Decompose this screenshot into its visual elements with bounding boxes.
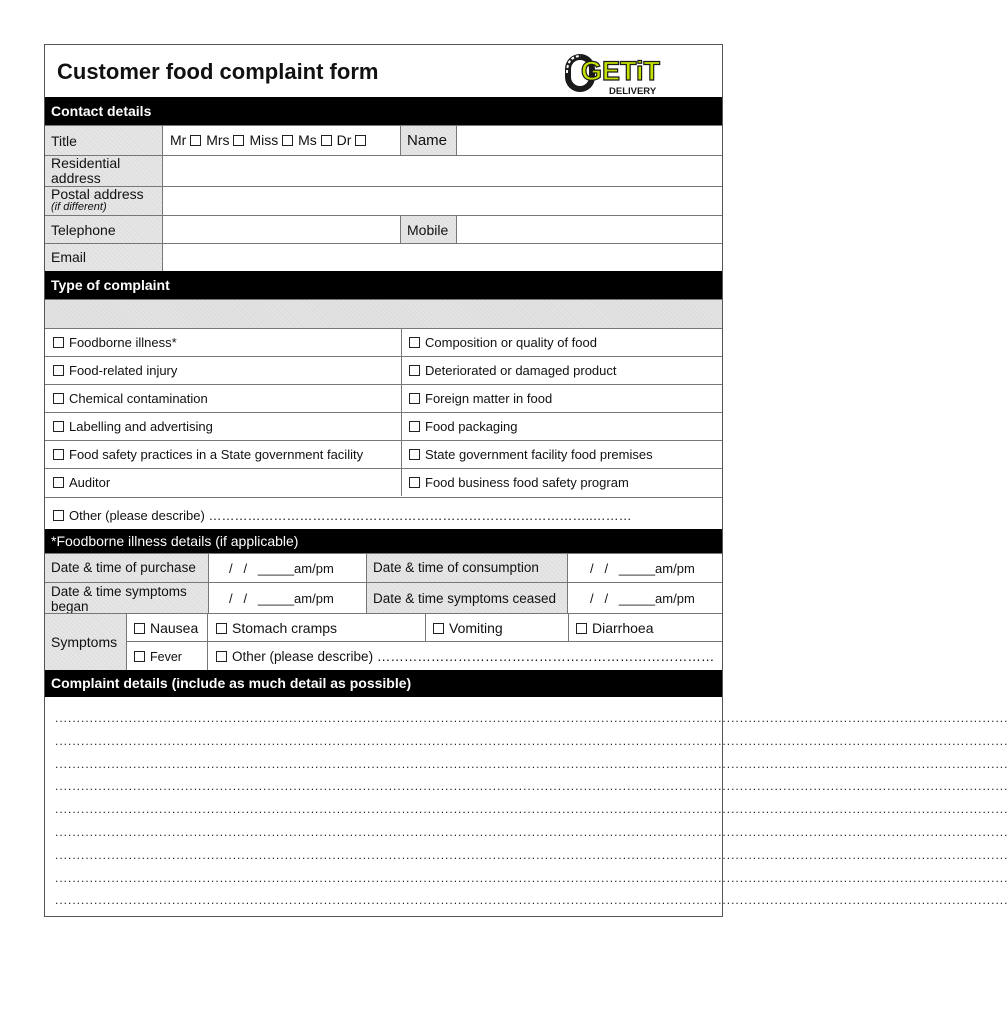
symptom-nausea[interactable]: Nausea (127, 614, 207, 641)
email-row (45, 243, 722, 271)
checkbox-icon (355, 135, 366, 146)
checkbox-icon (134, 623, 145, 634)
checkbox-icon (53, 510, 64, 521)
symptoms-ceased-field[interactable]: / / _____am/pm (567, 583, 722, 613)
complaint-detail-line[interactable]: ............................................................................................................................................................................................................................ (55, 779, 1008, 794)
telephone-label: Telephone (51, 222, 116, 238)
logo-wordmark: GETiT (581, 56, 661, 86)
postal-field[interactable] (162, 187, 722, 215)
form-header (45, 45, 722, 97)
checkbox-icon (321, 135, 332, 146)
complaint-type-heading: Type of complaint (45, 271, 722, 299)
checkbox-icon (190, 135, 201, 146)
complaint-option-right[interactable]: Food packaging (401, 413, 722, 440)
complaint-detail-line[interactable]: ............................................................................................................................................................................................................................ (55, 802, 1008, 817)
illness-heading: *Foodborne illness details (if applicable) (45, 529, 722, 553)
checkbox-icon (53, 477, 64, 488)
complaint-detail-line[interactable]: ............................................................................................................................................................................................................................ (55, 870, 1008, 885)
checkbox-icon (409, 337, 420, 348)
checkbox-icon (233, 135, 244, 146)
complaint-detail-line[interactable]: ............................................................................................................................................................................................................................ (55, 847, 1008, 862)
symptoms-ceased-label: Date & time symptoms ceased (373, 591, 557, 606)
complaint-option-left[interactable]: Food-related injury (45, 357, 401, 384)
residential-field[interactable] (162, 156, 722, 186)
complaint-option-left[interactable]: Labelling and advertising (45, 413, 401, 440)
symptoms-dates-row (45, 582, 722, 613)
title-ms[interactable]: Ms (298, 132, 337, 148)
symptom-stomach-cramps[interactable]: Stomach cramps (207, 614, 425, 641)
complaint-option-left[interactable]: Auditor (45, 469, 401, 496)
checkbox-icon (53, 449, 64, 460)
title-row (45, 125, 722, 155)
symptoms-label: Symptoms (51, 634, 118, 650)
complaint-option-left[interactable]: Food safety practices in a State government facility (45, 441, 401, 468)
telephone-row (45, 215, 722, 243)
mobile-field[interactable] (456, 216, 722, 243)
symptom-diarrhoea[interactable]: Diarrhoea (568, 614, 723, 641)
complaint-option-right[interactable]: Food business food safety program (401, 469, 722, 496)
complaint-detail-line[interactable]: ............................................................................................................................................................................................................................ (55, 825, 1008, 839)
logo-subtitle: DELIVERY (609, 86, 657, 97)
residential-label: Residential address (51, 155, 121, 186)
title-miss[interactable]: Miss (249, 132, 298, 148)
checkbox-icon (576, 623, 587, 634)
checkbox-icon (409, 477, 420, 488)
complaint-option-right[interactable]: Foreign matter in food (401, 385, 722, 412)
complaint-type-row (45, 412, 722, 440)
residential-row (45, 155, 722, 186)
checkbox-icon (53, 365, 64, 376)
checkbox-icon (409, 421, 420, 432)
name-field[interactable] (456, 126, 722, 155)
complaint-details-heading: Complaint details (include as much detail as possible) (45, 670, 722, 697)
complaint-option-right[interactable]: Composition or quality of food (401, 329, 722, 356)
complaint-option-left[interactable]: Chemical contamination (45, 385, 401, 412)
checkbox-icon (53, 393, 64, 404)
checkbox-icon (409, 365, 420, 376)
complaint-type-row (45, 328, 722, 356)
symptom-vomiting[interactable]: Vomiting (425, 614, 568, 641)
postal-note: (if different) (51, 201, 107, 213)
symptoms-began-field[interactable]: / / _____am/pm (208, 583, 366, 613)
complaint-form (44, 44, 1008, 917)
complaint-type-row (45, 384, 722, 412)
complaint-detail-line[interactable]: ............................................................................................................................................................................................................................ (55, 756, 1008, 771)
title-options (162, 126, 400, 155)
symptoms-row (45, 613, 722, 670)
title-dr[interactable]: Dr (337, 132, 372, 148)
mobile-label: Mobile (407, 222, 449, 238)
name-label: Name (407, 132, 448, 149)
symptoms-began-label: Date & time symptoms began (51, 584, 187, 614)
complaint-other-option[interactable]: Other (please describe) ……………………………………………………………………………..……… (53, 508, 632, 523)
complaint-type-spacer (45, 299, 722, 328)
form-title: Customer food complaint form (57, 59, 379, 84)
title-mr[interactable]: Mr (170, 132, 206, 148)
complaint-option-right[interactable]: State government facility food premises (401, 441, 722, 468)
telephone-field[interactable] (162, 216, 400, 243)
complaint-type-row (45, 468, 722, 496)
getit-delivery-logo (563, 50, 681, 96)
purchase-label: Date & time of purchase (51, 560, 196, 575)
postal-row (45, 186, 722, 215)
checkbox-icon (134, 651, 145, 662)
title-mrs[interactable]: Mrs (206, 132, 249, 148)
complaint-detail-line[interactable]: ............................................................................................................................................................................................................................ (55, 711, 1008, 725)
complaint-detail-line[interactable]: ............................................................................................................................................................................................................................ (55, 893, 1008, 908)
complaint-detail-line[interactable]: ............................................................................................................................................................................................................................ (55, 733, 1008, 748)
contact-details-heading: Contact details (45, 97, 722, 125)
purchase-date-field[interactable]: / / _____am/pm (208, 554, 366, 582)
complaint-type-row (45, 440, 722, 468)
consumption-date-field[interactable]: / / _____am/pm (567, 554, 722, 582)
purchase-row (45, 553, 722, 582)
checkbox-icon (282, 135, 293, 146)
complaint-type-row (45, 356, 722, 384)
symptom-fever[interactable]: Fever (127, 642, 207, 671)
checkbox-icon (216, 651, 227, 662)
consumption-label: Date & time of consumption (373, 560, 539, 575)
complaint-option-right[interactable]: Deteriorated or damaged product (401, 357, 722, 384)
checkbox-icon (53, 421, 64, 432)
checkbox-icon (433, 623, 444, 634)
checkbox-icon (409, 449, 420, 460)
checkbox-icon (409, 393, 420, 404)
complaint-other-row (45, 497, 722, 529)
checkbox-icon (216, 623, 227, 634)
email-label: Email (51, 249, 87, 265)
email-field[interactable] (162, 244, 722, 271)
symptom-other[interactable]: Other (please describe) ………………………………………………………………… (207, 642, 723, 671)
checkbox-icon (53, 337, 64, 348)
title-label: Title (51, 133, 77, 149)
complaint-option-left[interactable]: Foodborne illness* (45, 329, 401, 356)
postal-label: Postal address (51, 186, 144, 202)
